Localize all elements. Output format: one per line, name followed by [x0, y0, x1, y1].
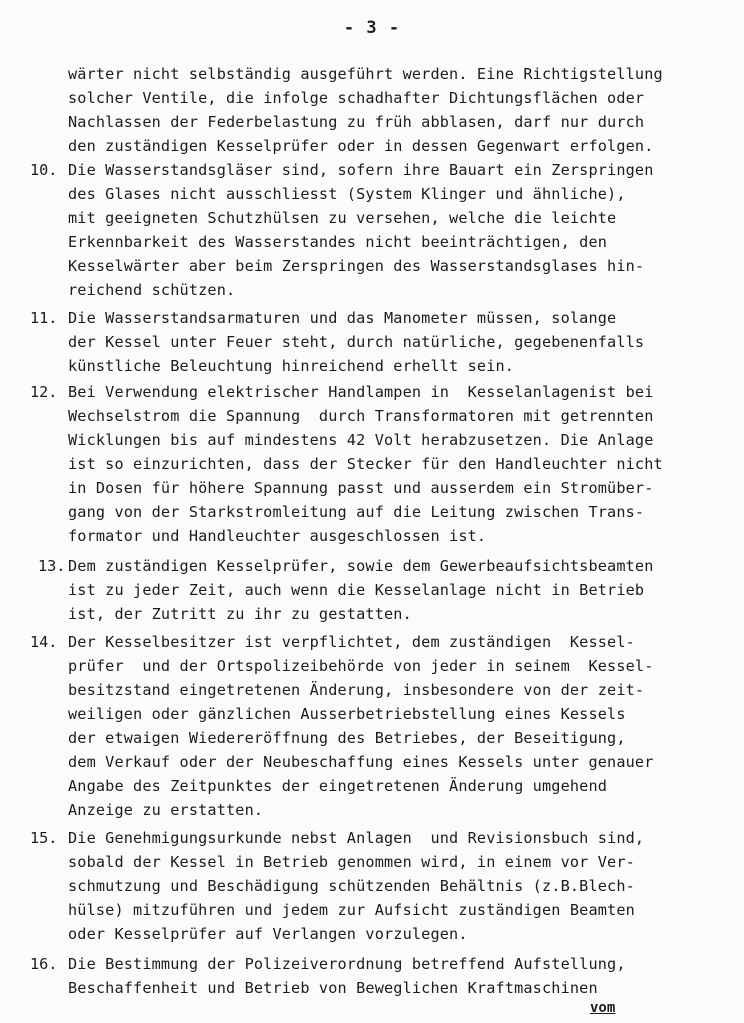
item-line: Die Bestimmung der Polizeiverordnung betreffend Aufstellung, — [68, 955, 626, 973]
item-line: Die Genehmigungsurkunde nebst Anlagen und Revisionsbuch sind, — [68, 829, 645, 847]
item-line: Angabe des Zeitpunktes der eingetretenen Änderung umgehend — [68, 777, 608, 795]
item-line: oder Kesselprüfer auf Verlangen vorzulegen. — [68, 925, 468, 943]
item-line: des Glases nicht ausschliesst (System Klinger und ähnliche), — [68, 185, 626, 203]
item-line: Kesselwärter aber beim Zerspringen des Wasserstandsglases hin- — [68, 257, 645, 275]
item-line: Die Wasserstandsgläser sind, sofern ihre Bauart ein Zerspringen — [68, 161, 654, 179]
item-line: der Kessel unter Feuer steht, durch natürliche, gegebenenfalls — [68, 333, 645, 351]
item-line: gang von der Starkstromleitung auf die Leitung zwischen Trans- — [68, 503, 645, 521]
item-line: formator und Handleuchter ausgeschlossen ist. — [68, 527, 487, 545]
item-line: sobald der Kessel in Betrieb genommen wird, in einem vor Ver- — [68, 853, 635, 871]
item-line: Bei Verwendung elektrischer Handlampen in Kesselanlagenist bei — [68, 383, 654, 401]
item-number: 13. — [38, 557, 66, 575]
catchword: vom — [590, 1000, 616, 1016]
intro-line: wärter nicht selbständig ausgeführt werden. Eine Richtigstellung — [68, 65, 663, 83]
item-line: prüfer und der Ortspolizeibehörde von jeder in seinem Kessel- — [68, 657, 654, 675]
item-line: Beschaffenheit und Betrieb von Beweglichen Kraftmaschinen — [68, 979, 598, 997]
intro-line: solcher Ventile, die infolge schadhafter Dichtungsflächen oder — [68, 89, 645, 107]
item-line: mit geeigneten Schutzhülsen zu versehen, welche die leichte — [68, 209, 617, 227]
item-line: dem Verkauf oder der Neubeschaffung eines Kessels unter genauer — [68, 753, 654, 771]
item-line: Dem zuständigen Kesselprüfer, sowie dem Gewerbeaufsichtsbeamten — [68, 557, 654, 575]
item-line: reichend schützen. — [68, 281, 236, 299]
intro-line: Nachlassen der Federbelastung zu früh abblasen, darf nur durch — [68, 113, 645, 131]
item-number: 11. — [30, 309, 58, 327]
page-number: - 3 - — [343, 18, 401, 38]
item-number: 15. — [30, 829, 58, 847]
item-line: in Dosen für höhere Spannung passt und ausserdem ein Stromüber- — [68, 479, 654, 497]
item-line: Der Kesselbesitzer ist verpflichtet, dem zuständigen Kessel- — [68, 633, 635, 651]
item-number: 10. — [30, 161, 58, 179]
item-line: Wicklungen bis auf mindestens 42 Volt herabzusetzen. Die Anlage — [68, 431, 654, 449]
item-line: ist so einzurichten, dass der Stecker für den Handleuchter nicht — [68, 455, 663, 473]
intro-line: den zuständigen Kesselprüfer oder in dessen Gegenwart erfolgen. — [68, 137, 654, 155]
item-line: Die Wasserstandsarmaturen und das Manometer müssen, solange — [68, 309, 617, 327]
item-line: Wechselstrom die Spannung durch Transformatoren mit getrennten — [68, 407, 654, 425]
item-line: Erkennbarkeit des Wasserstandes nicht beeinträchtigen, den — [68, 233, 608, 251]
item-line: weiligen oder gänzlichen Ausserbetriebstellung eines Kessels — [68, 705, 626, 723]
item-line: ist, der Zutritt zu ihr zu gestatten. — [68, 605, 412, 623]
item-number: 12. — [30, 383, 58, 401]
item-line: ist zu jeder Zeit, auch wenn die Kesselanlage nicht in Betrieb — [68, 581, 645, 599]
item-number: 14. — [30, 633, 58, 651]
item-line: schmutzung und Beschädigung schützenden Behältnis (z.B.Blech- — [68, 877, 635, 895]
item-line: der etwaigen Wiedereröffnung des Betriebes, der Beseitigung, — [68, 729, 626, 747]
item-line: Anzeige zu erstatten. — [68, 801, 264, 819]
item-number: 16. — [30, 955, 58, 973]
item-line: hülse) mitzuführen und jedem zur Aufsicht zuständigen Beamten — [68, 901, 635, 919]
item-line: künstliche Beleuchtung hinreichend erhellt sein. — [68, 357, 515, 375]
item-line: besitzstand eingetretenen Änderung, insbesondere von der zeit- — [68, 681, 645, 699]
